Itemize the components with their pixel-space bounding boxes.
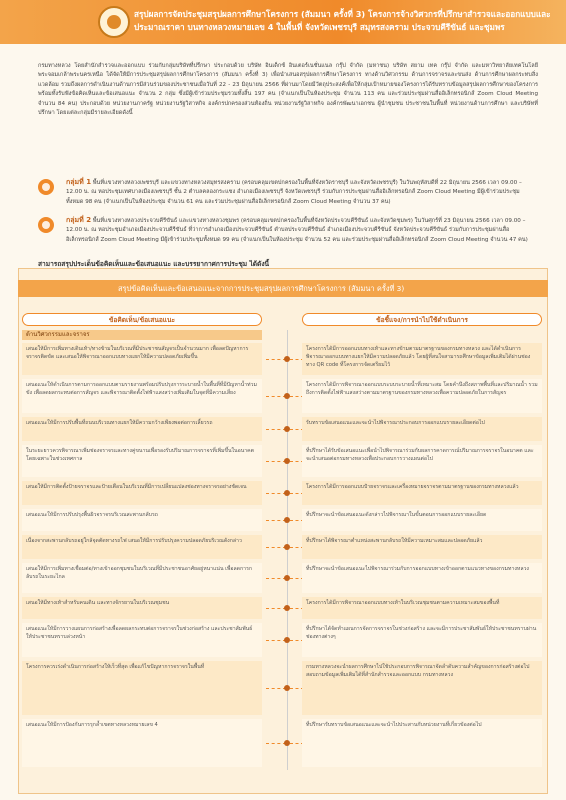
table-row [22,535,542,559]
comment-cell: เสนอแนะให้มีการปรับพื้นที่ถนนบริเวณทางแยกให้มีความกว้างเพียงพอต่อการเลี้ยวรถ [22,417,262,441]
connector-left [266,640,286,642]
response-cell: ที่ปรึกษารับทราบข้อเสนอแนะและจะนำไปประสานกับหน่วยงานที่เกี่ยวข้องต่อไป [302,719,542,767]
group-1-text: พื้นที่แขวงทางหลวงเพชรบุรี และแขวงทางหลวงสมุทรสงคราม (ครอบคลุมเขตปกครองในพื้นที่จังหวัดราชบุรี และจังหวัดเพชรบุรี) ในวันพฤหัสบดีที่ 22 มิถุนายน 2566 เวลา 09.00 – 12.00 น. ณ หอประชุมเทศบาลเมืองเพชรบุรี ชั้น 2 ตำบลคลองกระแชง อำเภอเมืองเพชรบุรี จังหวัดเพชรบุรี ร่วมกับการประชุมผ่านสื่ออิเล็กทรอนิกส์ Zoom Cloud Meeting มีผู้เข้าร่วมประชุมทั้งหมด 98 คน (จำแนกเป็นในห้องประชุม จำนวน 61 คน และร่วมประชุมผ่านสื่ออิเล็กทรอนิกส์ Zoom Cloud Meeting จำนวน 37 คน) [66,180,522,205]
response-cell: ที่ปรึกษาได้จัดทำแผนการจัดการจราจรในช่วงก่อสร้าง และจะมีการประชาสัมพันธ์ให้ประชาชนทราบผ่านช่องทางต่างๆ [302,623,542,657]
response-cell: ที่ปรึกษาได้พิจารณาตำแหน่งสะพานกลับรถให้มีความเหมาะสมและปลอดภัยแล้ว [302,535,542,559]
connector-left [266,461,286,463]
group-1-text-wrap [66,178,536,207]
table-row [22,597,542,619]
group-2-label: กลุ่มที่ 2 [66,216,92,224]
response-cell: ที่ปรึกษาจะนำข้อเสนอแนะดังกล่าวไปพิจารณาในขั้นตอนการออกแบบรายละเอียด [302,509,542,531]
table-row [22,445,542,477]
intro-paragraph: กรมทางหลวง โดยสำนักสำรวจและออกแบบ ร่วมกับกลุ่มบริษัทที่ปรึกษา ประกอบด้วย บริษัท อินเด็กซ์ อินเตอร์เนชั่นแนล กรุ๊ป จำกัด (มหาชน) บริษัท สยาม เทค กรุ๊ป จำกัด และมหาวิทยาลัยเทคโนโลยีพระจอมเกล้าพระนครเหนือ ได้จัดให้มีการประชุมสรุปผลการศึกษาโครงการ (สัมมนา ครั้งที่ 3) เพื่อนำเสนอสรุปผลการศึกษาโครงการ ทางด้านวิศวกรรม ด้านการจราจรและขนส่ง ด้านการศึกษาผลกระทบสิ่งแวดล้อม รวมถึงผลการดำเนินงานด้านการมีส่วนร่วมของประชาชนเมื่อวันที่ 22 - 23 มิถุนายน 2566 ที่ผ่านมาโดยมีวัตถุประสงค์เพื่อให้กลุ่มเป้าหมายของโครงการได้รับทราบข้อมูลสรุปผลการศึกษาของโครงการพร้อมทั้งรับฟังข้อคิดเห็นและข้อเสนอแนะ จำนวน 2 กลุ่ม ซึ่งมีผู้เข้าร่วมประชุมรวมทั้งสิ้น 197 คน (จำแนกเป็นในห้องประชุม จำนวน 113 คน และร่วมประชุมผ่านสื่ออิเล็กทรอนิกส์ Zoom Cloud Meeting จำนวน 84 คน) ประกอบด้วย หน่วยงานภาครัฐ หน่วยงานรัฐวิสาหกิจ องค์กรปกครองส่วนท้องถิ่น หน่วยงานรัฐวิสาหกิจ องค์กรพัฒนาเอกชน ผู้นำชุมชน ประชาชนในพื้นที่ หน่วยงานด้านการศึกษา และบริษัทที่ปรึกษา โดยแต่ละกลุ่มมีรายละเอียดดังนี้ [38,63,538,117]
connector-left [266,396,286,398]
comment-cell: เสนอแนะให้มีการป้องกันการรุกล้ำเขตทางหลวงหมายเลข 4 [22,719,262,767]
page-title: สรุปผลการจัดประชุมสรุปผลการศึกษาโครงการ (สัมมนา ครั้งที่ 3) โครงการจ้างวิศวกรที่ปรึกษาสำรวจและออกแบบและประมาณราคา บนทางหลวงหมายเลข 4 ในพื้นที่ จังหวัดเพชรบุรี สมุทรสงคราม ประจวบคีรีขันธ์ และชุมพร [134,9,551,32]
response-cell: โครงการได้มีการออกแบบป้ายจราจรและเครื่องหมายจราจรตามมาตรฐานของกรมทางหลวงแล้ว [302,481,542,505]
connector-left [266,547,286,549]
table-row [22,481,542,505]
panel-title: สรุปข้อคิดเห็นและข้อเสนอแนะจากการประชุมสรุปผลการศึกษาโครงการ (สัมมนา ครั้งที่ 3) [18,280,548,297]
header-banner [0,0,566,44]
group-2-text-wrap [66,216,536,245]
response-cell: โครงการได้มีการออกแบบทางเท้าและทางข้ามตามมาตรฐานของกรมทางหลวง และได้ดำเนินการพิจารณาออกแบบทางแยกให้มีความปลอดภัยแล้ว โดยผู้ที่สนใจสามารถศึกษาข้อมูลเพิ่มเติมได้ผ่านช่องทาง QR code ที่โครงการจัดเตรียมไว้ [302,343,542,375]
comment-cell: โครงการควรเร่งดำเนินการก่อสร้างให้เร็วที่สุด เพื่อแก้ไขปัญหาการจราจรในพื้นที่ [22,661,262,715]
connector-left [266,520,286,522]
response-cell: ที่ปรึกษาจะนำข้อเสนอแนะไปพิจารณาร่วมกับการออกแบบทางเข้าออกตามแนวทางของกรมทางหลวง [302,563,542,593]
comment-cell: เสนอให้มีการติดตั้งป้ายจราจรและป้ายเตือนในบริเวณที่มีการเปลี่ยนแปลงช่องทางจราจรอย่างชัดเจน [22,481,262,505]
category-label: ด้านวิศวกรรมและจราจร [22,330,262,340]
comment-cell: เสนอให้มีการเพิ่มทางเชื่อมต่อ/ทางเข้าออกชุมชนในบริเวณที่มีประชาชนอาศัยอยู่หนาแน่น เพื่อลดการกลับรถในระยะไกล [22,563,262,593]
comment-cell: เสนอให้มีการเพิ่มทางเดินเท้า/ทางข้ามในบริเวณที่มีประชาชนสัญจรเป็นจำนวนมาก เพื่อลดปัญหาการจราจรติดขัด และเสนอให้พิจารณาออกแบบทางแยกให้มีความปลอดภัยเพิ่มขึ้น [22,343,262,375]
connector-left [266,688,286,690]
response-cell: กรมทางหลวงจะนำผลการศึกษาไปใช้ประกอบการพิจารณาจัดลำดับความสำคัญของการก่อสร้างต่อไป สอบถามข้อมูลเพิ่มเติมได้ที่สำนักสำรวจและออกแบบ กรมทางหลวง [302,661,542,715]
group-2-text: พื้นที่แขวงทางหลวงประจวบคีรีขันธ์ และแขวงทางหลวงชุมพร (ครอบคลุมเขตปกครองในพื้นที่จังหวัดประจวบคีรีขันธ์ และจังหวัดชุมพร) ในวันศุกร์ที่ 23 มิถุนายน 2566 เวลา 09.00 – 12.00 น. ณ หอประชุมอำเภอเมืองประจวบคีรีขันธ์ ที่ว่าการอำเภอเมืองประจวบคีรีขันธ์ ตำบลประจวบคีรีขันธ์ อำเภอเมืองประจวบคีรีขันธ์ จังหวัดประจวบคีรีขันธ์ ร่วมกับการประชุมผ่านสื่ออิเล็กทรอนิกส์ Zoom Cloud Meeting มีผู้เข้าร่วมประชุมทั้งหมด 99 คน (จำแนกเป็นในห้องประชุม จำนวน 52 คน และร่วมประชุมผ่านสื่ออิเล็กทรอนิกส์ Zoom Cloud Meeting จำนวน 47 คน) [66,218,528,243]
table-row [22,563,542,593]
comment-cell: เสนอแนะให้ดำเนินการตามการออกแบบตามรายงานพร้อมปรับปรุงการระบายน้ำในพื้นที่ที่มีปัญหาน้ำท่วมขัง เพื่อลดผลกระทบต่อการสัญจร และพิจารณาติดตั้งไฟฟ้าแสงสว่างเพิ่มเติมในจุดที่มีความเสี่ยง [22,379,262,413]
response-cell: โครงการได้มีการพิจารณาออกแบบระบบระบายน้ำที่เหมาะสม โดยคำนึงถึงสภาพพื้นที่และปริมาณน้ำ รวมถึงการติดตั้งไฟฟ้าแสงสว่างตามมาตรฐานของกรมทางหลวงเพื่อความปลอดภัยในการสัญจร [302,379,542,413]
comment-cell: เนื่องจากสะพานกลับรถอยู่ใกล้จุดตัดทางรถไฟ เสนอให้มีการปรับปรุงความปลอดภัยบริเวณดังกล่าว [22,535,262,559]
connector-left [266,608,286,610]
group-1-bullet-icon [38,179,54,195]
right-column-header: ข้อชี้แจง/การนำไปใช้ดำเนินการ [302,313,542,326]
department-logo-icon [98,6,130,38]
left-column-header: ข้อคิดเห็น/ข้อเสนอแนะ [22,313,262,326]
summary-subheading: สามารถสรุปประเด็นข้อคิดเห็นและข้อเสนอแนะ และบรรยากาศการประชุม ได้ดังนี้ [38,260,270,268]
table-row [22,343,542,375]
comment-cell: เสนอแนะให้มีการปรับปรุงพื้นผิวจราจรบริเวณสะพานกลับรถ [22,509,262,531]
response-cell: รับทราบข้อเสนอแนะและจะนำไปพิจารณาประกอบการออกแบบรายละเอียดต่อไป [302,417,542,441]
comment-cell: ในระยะยาวควรพิจารณาเพิ่มช่องจราจรและทางคู่ขนานเพื่อรองรับปริมาณการจราจรที่เพิ่มขึ้นในอนาคต โดยเฉพาะในช่วงเทศกาล [22,445,262,477]
comment-cell: เสนอให้มีทางเท้าสำหรับคนเดิน และทางจักรยานในบริเวณชุมชน [22,597,262,619]
connector-left [266,359,286,361]
response-cell: โครงการได้มีการพิจารณาออกแบบทางเท้าในบริเวณชุมชนตามความเหมาะสมของพื้นที่ [302,597,542,619]
connector-left [266,429,286,431]
connector-left [266,578,286,580]
table-row [22,509,542,531]
group-1-label: กลุ่มที่ 1 [66,178,92,186]
connector-left [266,743,286,745]
response-cell: ที่ปรึกษาได้รับข้อเสนอแนะเพื่อนำไปพิจารณาร่วมกับผลการคาดการณ์ปริมาณการจราจรในอนาคต และจะนำเสนอต่อกรมทางหลวงเพื่อประกอบการวางแผนต่อไป [302,445,542,477]
table-row [22,661,542,715]
group-2-bullet-icon [38,217,54,233]
table-row [22,719,542,767]
connector-left [266,493,286,495]
table-row [22,417,542,441]
table-row [22,623,542,657]
table-row [22,379,542,413]
comment-cell: เสนอแนะให้มีการวางแผนการก่อสร้างเพื่อลดผลกระทบต่อการจราจรในช่วงก่อสร้าง และประชาสัมพันธ์ให้ประชาชนทราบล่วงหน้า [22,623,262,657]
